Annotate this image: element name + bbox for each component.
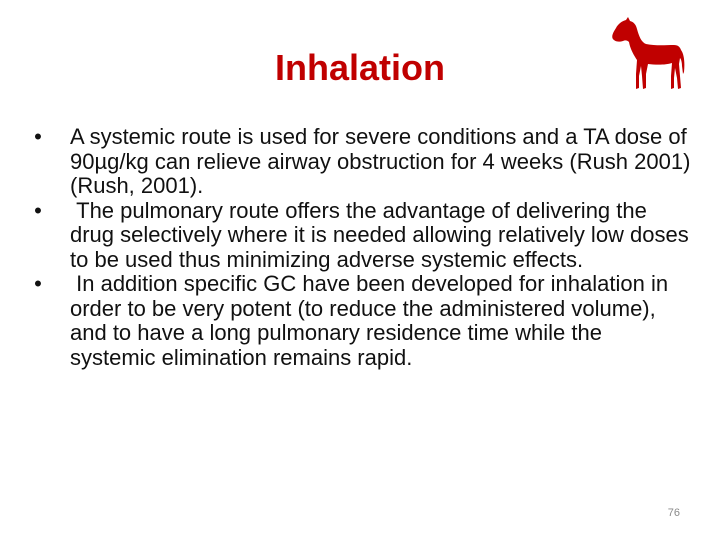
bullet-text: A systemic route is used for severe conditions and a TA dose of 90µg/kg can relieve airway obstruction for 4 weeks (Rush 2001) (Rush, 2001). — [70, 124, 691, 198]
bullet-marker: • — [34, 271, 42, 296]
horse-icon — [608, 16, 688, 92]
slide-title-text: Inhalation — [275, 47, 445, 88]
bullet-list — [28, 125, 693, 370]
page-number: 76 — [667, 507, 680, 519]
bullet-marker: • — [34, 197, 42, 223]
bullet-text: In addition specific GC have been developed for inhalation in order to be very potent (to reduce the administered volume), and to have a long pulmonary residence time while the systemic elimination remains rapid. — [70, 271, 675, 370]
bullet-item — [28, 125, 693, 199]
bullet-text: The pulmonary route offers the advantage of delivering the drug selectively where it is needed allowing relatively low doses to be used thus minimizing adverse systemic effects. — [70, 197, 695, 272]
bullet-item — [28, 272, 693, 370]
bullet-marker: • — [34, 124, 42, 149]
bullet-item — [28, 199, 693, 273]
